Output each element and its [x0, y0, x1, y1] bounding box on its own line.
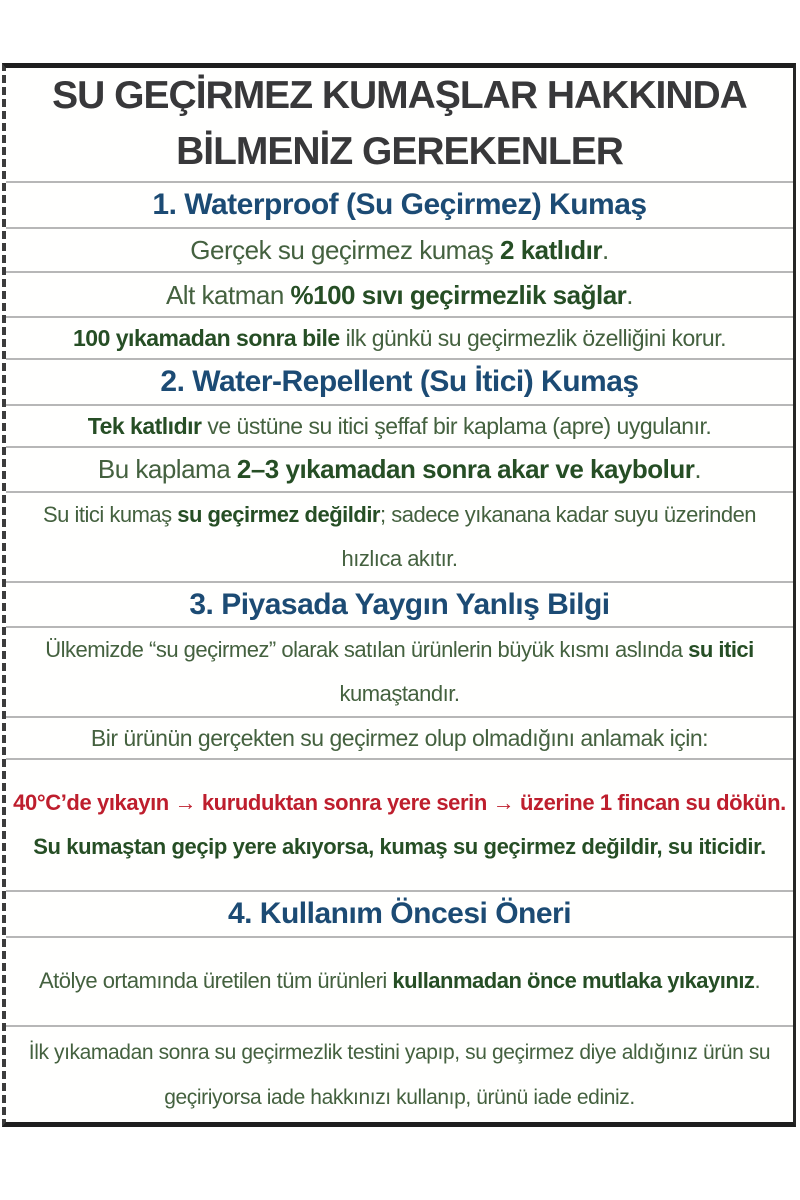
- row-text: [160, 365, 638, 399]
- row-text: [189, 588, 609, 622]
- text-segment: .: [601, 234, 609, 265]
- text-segment: kumaştandır.: [339, 681, 460, 707]
- text-segment: Atölye ortamında üretilen tüm ürünleri: [38, 968, 393, 994]
- text-segment: 2–3 yıkamadan sonra akar ve kaybolur: [236, 454, 695, 485]
- text-segment: ilk günkü su geçirmezlik özelliğini korur.: [339, 325, 726, 352]
- table-row: [6, 273, 793, 318]
- text-segment: Su kumaştan geçip yere akıyorsa, kumaş su geçirmez değildir, su iticidir.: [33, 833, 766, 859]
- row-text: [88, 412, 712, 440]
- text-segment: 2. Water-Repellent (Su İtici) Kumaş: [160, 365, 639, 399]
- text-segment: Bu kaplama: [97, 454, 237, 485]
- text-segment: 1. Waterproof (Su Geçirmez) Kumaş: [152, 187, 647, 221]
- row-text: [12, 781, 787, 869]
- table-row: [6, 229, 793, 274]
- table-row: [6, 318, 793, 360]
- info-table: [2, 63, 796, 1127]
- row-text: [98, 454, 701, 484]
- row-text: [152, 188, 646, 222]
- text-segment: Su itici kumaş: [42, 501, 178, 527]
- table-title-row: [6, 68, 793, 183]
- section-heading-row-3: [6, 583, 793, 629]
- row-text: [91, 724, 708, 752]
- section-heading-row-2: [6, 360, 793, 406]
- table-row: [6, 718, 793, 760]
- row-text: [73, 324, 726, 352]
- row-text: [166, 280, 633, 310]
- text-segment: .: [754, 968, 761, 994]
- table-row: [6, 493, 793, 583]
- text-segment: SU GEÇİRMEZ KUMAŞLAR HAKKINDA BİLMENİZ GEREKENLER: [52, 74, 747, 174]
- text-segment: Tek katlıdır: [87, 413, 202, 439]
- text-segment: .: [694, 454, 702, 485]
- warning-row: [6, 760, 793, 892]
- text-segment: İlk yıkamadan sonra su geçirmezlik testini yapıp, su geçirmez diye aldığınız ürün su geçiriyorsa iade hakkınızı kullanıp, ürünü iade ediniz.: [28, 1040, 771, 1109]
- table-row: [6, 406, 793, 448]
- text-segment: 100 yıkamadan sonra bile: [73, 325, 340, 352]
- text-segment: su geçirmez değildir: [177, 501, 380, 527]
- section-heading-row-1: [6, 183, 793, 229]
- text-segment: Alt katman: [165, 279, 291, 310]
- text-segment: 4. Kullanım Öncesi Öneri: [227, 896, 572, 930]
- table-row: [6, 938, 793, 1028]
- text-segment: ve üstüne su itici şeffaf bir kaplama (apre) uygulanır.: [201, 413, 712, 439]
- row-text: [228, 897, 571, 931]
- row-text: [12, 959, 787, 1003]
- text-segment: 40°C’de yıkayın → kuruduktan sonra yere serin → üzerine 1 fincan su dökün.: [13, 789, 786, 815]
- row-text: [190, 235, 608, 265]
- text-segment: su itici: [688, 637, 754, 663]
- text-segment: Bir ürünün gerçekten su geçirmez olup olmadığını anlamak için:: [90, 725, 709, 752]
- text-segment: 3. Piyasada Yaygın Yanlış Bilgi: [189, 587, 610, 621]
- text-segment: Gerçek su geçirmez kumaş: [190, 234, 501, 265]
- text-segment: %100 sıvı geçirmezlik sağlar: [290, 279, 627, 310]
- table-row: [6, 1027, 793, 1122]
- row-text: [12, 628, 787, 716]
- text-segment: ; sadece yıkanana kadar suyu üzerinden hızlıca akıtır.: [341, 501, 757, 571]
- text-segment: 2 katlıdır: [500, 234, 602, 265]
- section-heading-row-4: [6, 892, 793, 938]
- table-row: [6, 448, 793, 493]
- text-segment: kullanmadan önce mutlaka yıkayınız: [392, 968, 755, 994]
- row-text: [12, 68, 787, 180]
- table-row: [6, 628, 793, 718]
- row-text: [12, 493, 787, 581]
- row-text: [12, 1030, 787, 1120]
- text-segment: .: [626, 279, 634, 310]
- text-segment: Ülkemizde “su geçirmez” olarak satılan ürünlerin büyük kısmı aslında: [45, 637, 689, 663]
